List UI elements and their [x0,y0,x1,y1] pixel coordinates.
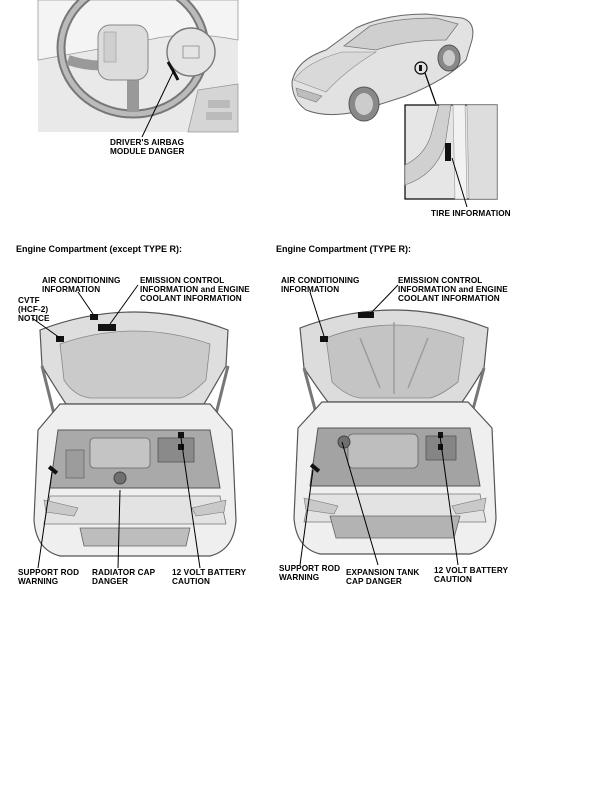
right-ac-label: AIR CONDITIONING INFORMATION [281,276,360,294]
left-battery-label: 12 VOLT BATTERY CAUTION [172,568,247,586]
right-support-rod-label: SUPPORT ROD WARNING [279,564,341,582]
tire-information-label: TIRE INFORMATION [431,209,511,218]
right-battery-label: 12 VOLT BATTERY CAUTION [434,566,509,584]
left-radiator-cap-label: RADIATOR CAP DANGER [92,568,156,586]
airbag-label: DRIVER'S AIRBAG MODULE DANGER [110,138,185,156]
left-ac-label: AIR CONDITIONING INFORMATION [42,276,121,294]
right-expansion-tank-label: EXPANSION TANK CAP DANGER [346,568,420,586]
left-cvtf-label: CVTF (HCF-2) NOTICE [18,296,50,323]
left-support-rod-label: SUPPORT ROD WARNING [18,568,80,586]
right-section-title: Engine Compartment (TYPE R): [276,244,412,254]
left-section-title: Engine Compartment (except TYPE R): [16,244,183,254]
right-emission-label: EMISSION CONTROL INFORMATION and ENGINE COOLANT INFORMATION [398,276,508,303]
left-emission-label: EMISSION CONTROL INFORMATION and ENGINE COOLANT INFORMATION [140,276,250,303]
